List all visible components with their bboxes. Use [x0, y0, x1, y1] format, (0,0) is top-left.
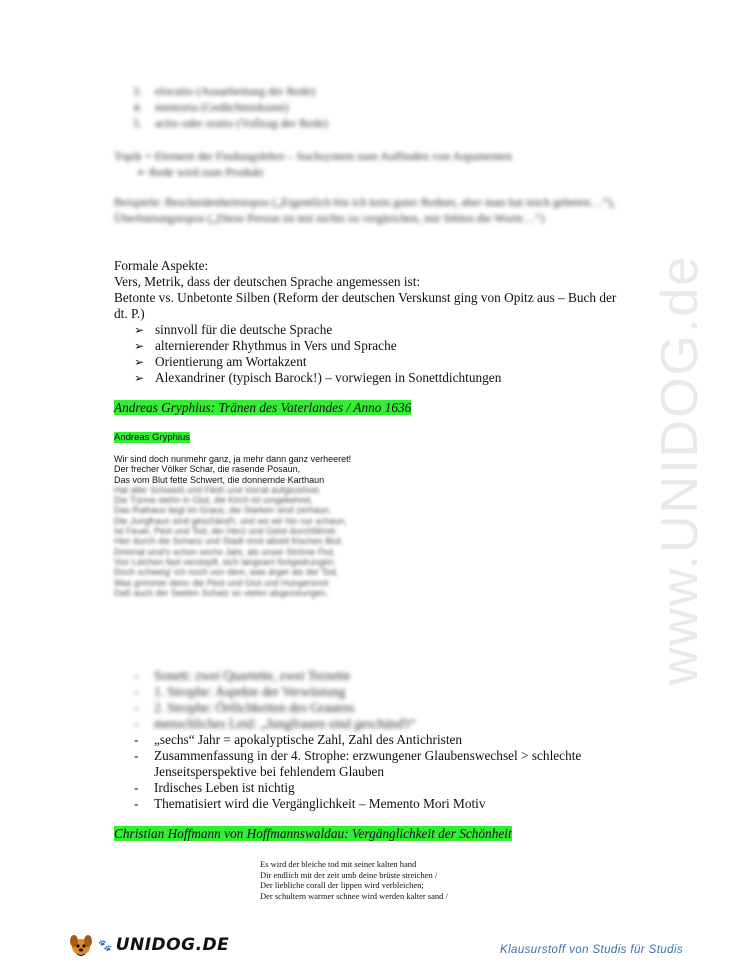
watermark: www.UNIDOG.de: [651, 254, 709, 686]
arrow-bullet-icon: ➢: [136, 165, 150, 179]
formal-bullets: [114, 322, 624, 386]
author-label: Andreas Gryphius: [114, 432, 191, 443]
analysis-list: [134, 668, 634, 812]
list-item: 4. memoria (Gedächtniskunst): [133, 100, 289, 114]
poem-stanza: Hier durch die Schanz und Stadt rinnt allzeit frisches Blut. Dreimal sind's schon sechs Jahr, als unser Ströme Flut, Von Leichen fast verstopft, sich langsam fortgedrungen.: [114, 536, 344, 567]
list-item: - menschliches Leid: „Jungfrauen sind geschänd't“: [134, 716, 416, 731]
list-item: 5. actio oder oratio (Vollzug der Rede): [133, 116, 328, 130]
topik-sub-item: ➢ Rede wird zum Produkt: [136, 165, 264, 179]
formal-title: Formale Aspekte:: [114, 258, 209, 273]
list-item: ➢ Alexandriner (typisch Barock!) – vorwiegen in Sonettdichtungen: [134, 370, 502, 385]
section-heading-hoffmannswaldau: Christian Hoffmann von Hoffmannswaldau: Vergänglichkeit der Schönheit: [114, 826, 512, 841]
list-item: - 1. Strophe: Aspekte der Verwüstung: [134, 684, 346, 699]
section-heading-gryphius: Andreas Gryphius: Tränen des Vaterlandes / Anno 1636: [114, 400, 412, 415]
poem-gryphius: Wir sind doch nunmehr ganz, ja mehr dann ganz verheeret! Der frecher Völker Schar, die rasende Posaun, Das vom Blut fette Schwert, die donnernde Karthaun Hat aller Schweiß und Fleiß und Vorrat aufgezehret. Die Türme stehn in Glut, die Kirch ist umgekehret, Das Rathaus liegt im Graus, die Starken sind zerhaun, Die Jungfraun sind geschänd't, und wo wir hin nur schaun, Ist Feuer, Pest und Tod, der Herz und Geist durchfähret. Hier durch die Schanz und Stadt rinnt allzeit frisches Blut. Dreimal sind's schon sechs Jahr, als unser Ströme Flut, Von Leichen fast verstopft, sich langsam fortgedrungen. Doch schweig' ich noch von dem, was ärger als der Tod, Was grimmer denn die Pest und Glut und Hungersnot: Daß auch der Seelen Schatz so vielen abgezwungen.: [114, 454, 394, 598]
list-item: ➢ Orientierung am Wortakzent: [134, 354, 307, 369]
list-item: 3. elocutio (Ausarbeitung der Rede): [133, 84, 316, 98]
topik-paragraph: Topik = Element der Findungslehre – Suchsystem zum Auffinden von Argumenten ➢ Rede wird zum Produkt: [114, 148, 614, 180]
list-item: - Irdisches Leben ist nichtig: [134, 780, 295, 795]
list-item: - Zusammenfassung in der 4. Strophe: erzwungener Glaubenswechsel > schlechte Jenseitsperspektive bei fehlendem Glauben: [134, 748, 582, 779]
list-item: - Sonett: zwei Quartette, zwei Terzette: [134, 668, 351, 683]
logo-text: UNIDOG.DE: [115, 935, 230, 955]
list-item: - 2. Strophe: Örtlichkeiten des Grauens: [134, 700, 355, 715]
dog-mascot-icon: [66, 932, 96, 958]
arrow-bullet-icon: ➢: [134, 323, 145, 337]
formal-aspects: Formale Aspekte: Vers, Metrik, dass der deutschen Sprache angemessen ist: Betonte vs. Unbetonte Silben (Reform der deutschen Verskunst ging von Opitz aus – Buch der dt. P.) ➢ sinnvoll für die deutsche Sprache ➢ alternierender Rhythmus in Vers und Sprache ➢ Orientierung am Wortakzent ➢ Alexandriner (typisch Barock!) – vorwiegen in Sonettdichtungen: [114, 258, 624, 386]
poem-stanza: Doch schweig' ich noch von dem, was ärger als der Tod, Was grimmer denn die Pest und Glut und Hungersnot: Daß auch der Seelen Schatz so vielen abgezwungen.: [114, 567, 339, 598]
list-item: - „sechs“ Jahr = apokalyptische Zahl, Zahl des Antichristen: [134, 732, 463, 747]
unidog-logo[interactable]: [66, 932, 229, 958]
numbered-list: [133, 83, 328, 131]
footer-tagline: Klausurstoff von Studis für Studis: [500, 944, 683, 956]
paw-icon: 🐾: [98, 939, 112, 952]
arrow-bullet-icon: ➢: [134, 355, 145, 369]
poem-hoffmannswaldau: Es wird der bleiche tod mit seiner kalten hand Dir endlich mit der zeit umb deine brüste streichen / Der liebliche corall der lippen wird verbleichen; Der schultern warmer schnee wird werden kalter sand /: [260, 859, 448, 901]
beispiele-paragraph: Beispiele: Bescheidenheitstopos („Eigentlich bin ich kein guter Redner, aber man hat mich gebeten…“), Überbietungstopos („Diese Person ist mit nichts zu vergleichen, mir fehlen die Worte…“): [114, 195, 615, 225]
list-item: ➢ sinnvoll für die deutsche Sprache: [134, 322, 333, 337]
arrow-bullet-icon: ➢: [134, 339, 145, 353]
list-item: ➢ alternierender Rhythmus in Vers und Sprache: [134, 338, 397, 353]
list-item: - Thematisiert wird die Vergänglichkeit – Memento Mori Motiv: [134, 796, 486, 811]
poem-stanza: Die Türme stehn in Glut, die Kirch ist umgekehret, Das Rathaus liegt im Graus, die Starken sind zerhaun, Die Jungfraun sind geschänd't, und wo wir hin nur schaun, Ist Feuer, Pest und Tod, der Herz und Geist durchfähret.: [114, 495, 347, 537]
arrow-bullet-icon: ➢: [134, 371, 145, 385]
